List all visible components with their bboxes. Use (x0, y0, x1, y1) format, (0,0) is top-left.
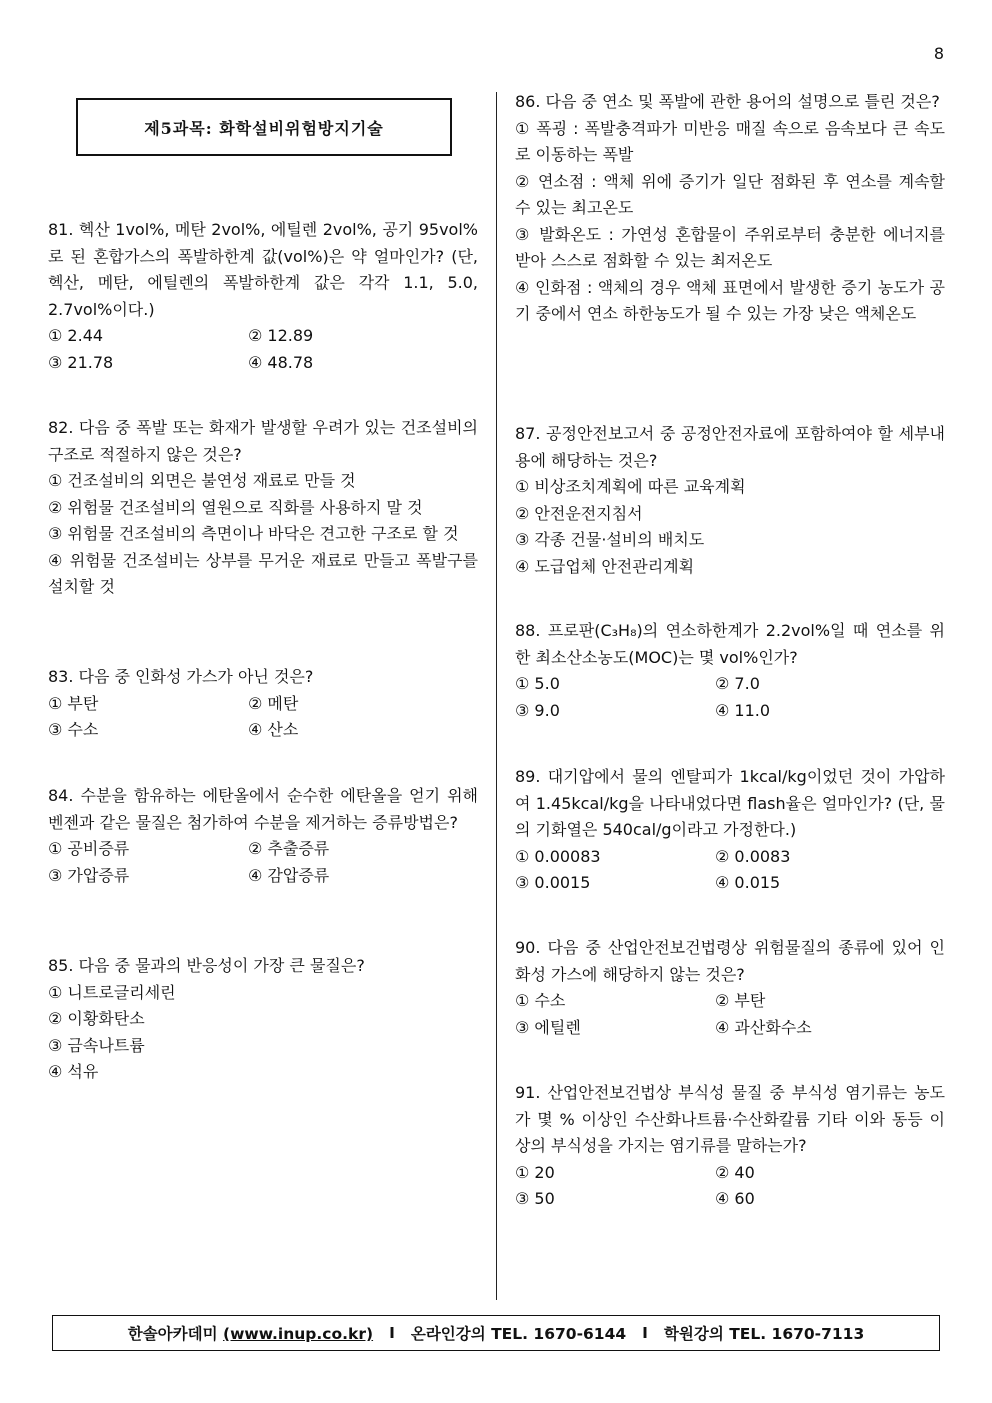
question-stem: 83. 다음 중 인화성 가스가 아닌 것은? (48, 667, 314, 686)
option-list (48, 691, 478, 744)
option: ① 5.0 (515, 674, 560, 693)
option: ① 20 (515, 1162, 555, 1182)
footer-separator: I (389, 1324, 395, 1342)
option-list (515, 1160, 945, 1213)
option: ② 이황화탄소 (48, 1009, 145, 1028)
footer-online-tel: 온라인강의 TEL. 1670-6144 (410, 1325, 627, 1343)
question-90 (515, 935, 945, 1041)
question-88 (515, 618, 945, 724)
academy-name: 한솔아카데미 (127, 1325, 218, 1343)
question-91 (515, 1080, 945, 1213)
option-list (515, 671, 945, 724)
option: ③ 에틸렌 (515, 1017, 581, 1037)
option: ③ 각종 건물·설비의 배치도 (515, 530, 705, 549)
option-list (515, 988, 945, 1041)
option-list (48, 836, 478, 889)
option: ④ 위험물 건조설비는 상부를 무거운 재료로 만들고 폭발구를 설치할 것 (48, 550, 478, 596)
option: ③ 가압증류 (48, 865, 130, 885)
option: ③ 50 (515, 1189, 555, 1208)
question-stem: 81. 헥산 1vol%, 메탄 2vol%, 에틸렌 2vol%, 공기 95vol%로 된 혼합가스의 폭발하한계 값(vol%)은 약 얼마인가? (단, 헥산, 메탄, 에틸렌의 폭발하한계 값은 각각 1.1, 5.0, 2.7vol%이다.) (48, 220, 478, 319)
section-title: 제5과목: 화학설비위험방지기술 (144, 118, 384, 138)
option: ② 안전운전지침서 (515, 503, 643, 523)
option: ③ 9.0 (515, 700, 560, 720)
option: ② 부탄 (715, 991, 766, 1010)
option: ② 7.0 (715, 674, 760, 693)
option: ② 추출증류 (248, 839, 330, 858)
option: ① 2.44 (48, 326, 104, 345)
question-89 (515, 764, 945, 897)
option: ③ 위험물 건조설비의 측면이나 바닥은 견고한 구조로 할 것 (48, 524, 459, 543)
question-83 (48, 664, 478, 744)
question-stem: 91. 산업안전보건법상 부식성 물질 중 부식성 염기류는 농도가 몇 % 이상인 수산화나트륨·수산화칼륨 기타 이와 동등 이상의 부식성을 가지는 염기류를 말하는가? (515, 1083, 945, 1155)
option-list (515, 116, 945, 328)
footer-offline-tel: 학원강의 TEL. 1670-7113 (663, 1325, 865, 1343)
option: ④ 도급업체 안전관리계획 (515, 556, 695, 576)
option: ① 수소 (515, 991, 566, 1010)
question-stem: 87. 공정안전보고서 중 공정안전자료에 포함하여야 할 세부내용에 해당하는 것은? (515, 424, 945, 470)
option: ② 위험물 건조설비의 열원으로 직화를 사용하지 말 것 (48, 497, 423, 517)
question-81 (48, 217, 478, 376)
option: ① 0.00083 (515, 846, 601, 866)
option: ④ 0.015 (715, 873, 781, 892)
option: ② 메탄 (248, 693, 299, 713)
option: ① 부탄 (48, 693, 99, 713)
section-title-box (76, 98, 452, 156)
academy-url[interactable]: (www.inup.co.kr) (222, 1325, 374, 1343)
option: ② 40 (715, 1162, 755, 1182)
question-stem: 89. 대기압에서 물의 엔탈피가 1kcal/kg이었던 것이 가압하여 1.45kcal/kg을 나타내었다면 flash율은 얼마인가? (단, 물의 기화열은 540cal/g이라고 가정한다.) (515, 767, 945, 839)
question-86 (515, 89, 945, 328)
option-list (515, 474, 945, 580)
option: ① 건조설비의 외면은 불연성 재료로 만들 것 (48, 471, 356, 490)
option: ③ 발화온도 : 가연성 혼합물이 주위로부터 충분한 에너지를 받아 스스로 점화할 수 있는 최저온도 (515, 224, 945, 270)
option: ③ 0.0015 (515, 873, 591, 892)
option: ④ 산소 (248, 720, 299, 739)
option-list (515, 844, 945, 897)
option: ③ 금속나트륨 (48, 1035, 145, 1055)
question-stem: 88. 프로판(C₃H₈)의 연소하한계가 2.2vol%일 때 연소를 위한 최소산소농도(MOC)는 몇 vol%인가? (515, 621, 945, 667)
question-stem: 84. 수분을 함유하는 에탄올에서 순수한 에탄올을 얻기 위해 벤젠과 같은 물질은 첨가하여 수분을 제거하는 증류방법은? (48, 786, 478, 832)
option: ② 0.0083 (715, 846, 791, 866)
option-list (48, 323, 478, 376)
question-87 (515, 421, 945, 580)
option: ④ 과산화수소 (715, 1017, 812, 1037)
option: ④ 석유 (48, 1062, 99, 1081)
option: ① 공비증류 (48, 839, 130, 858)
option: ② 연소점 : 액체 위에 증기가 일단 점화된 후 연소를 계속할 수 있는 최고온도 (515, 171, 945, 217)
question-stem: 86. 다음 중 연소 및 폭발에 관한 용어의 설명으로 틀린 것은? (515, 92, 940, 111)
footer-bar (52, 1315, 940, 1351)
option: ④ 감압증류 (248, 865, 330, 885)
question-stem: 85. 다음 중 물과의 반응성이 가장 큰 물질은? (48, 956, 365, 975)
option: ④ 48.78 (248, 352, 314, 372)
option: ④ 60 (715, 1189, 755, 1208)
option-list (48, 980, 478, 1086)
option: ② 12.89 (248, 326, 314, 345)
page-number: 8 (933, 44, 944, 63)
question-84 (48, 783, 478, 889)
footer-academy (128, 1322, 373, 1344)
option: ① 니트로글리세린 (48, 982, 176, 1002)
option: ④ 11.0 (715, 700, 771, 720)
option: ① 폭굉 : 폭발충격파가 미반응 매질 속으로 음속보다 큰 속도로 이동하는 폭발 (515, 118, 945, 164)
column-divider (496, 92, 497, 1300)
option-list (48, 468, 478, 601)
option: ③ 수소 (48, 720, 99, 739)
question-82 (48, 415, 478, 601)
question-85 (48, 953, 478, 1086)
question-stem: 82. 다음 중 폭발 또는 화재가 발생할 우려가 있는 건조설비의 구조로 적절하지 않은 것은? (48, 418, 478, 464)
footer-separator: I (642, 1324, 648, 1342)
option: ④ 인화점 : 액체의 경우 액체 표면에서 발생한 증기 농도가 공기 중에서 연소 하한농도가 될 수 있는 가장 낮은 액체온도 (515, 277, 945, 323)
option: ① 비상조치계획에 따른 교육계획 (515, 477, 746, 496)
option: ③ 21.78 (48, 352, 114, 372)
question-stem: 90. 다음 중 산업안전보건법령상 위험물질의 종류에 있어 인화성 가스에 해당하지 않는 것은? (515, 938, 945, 984)
